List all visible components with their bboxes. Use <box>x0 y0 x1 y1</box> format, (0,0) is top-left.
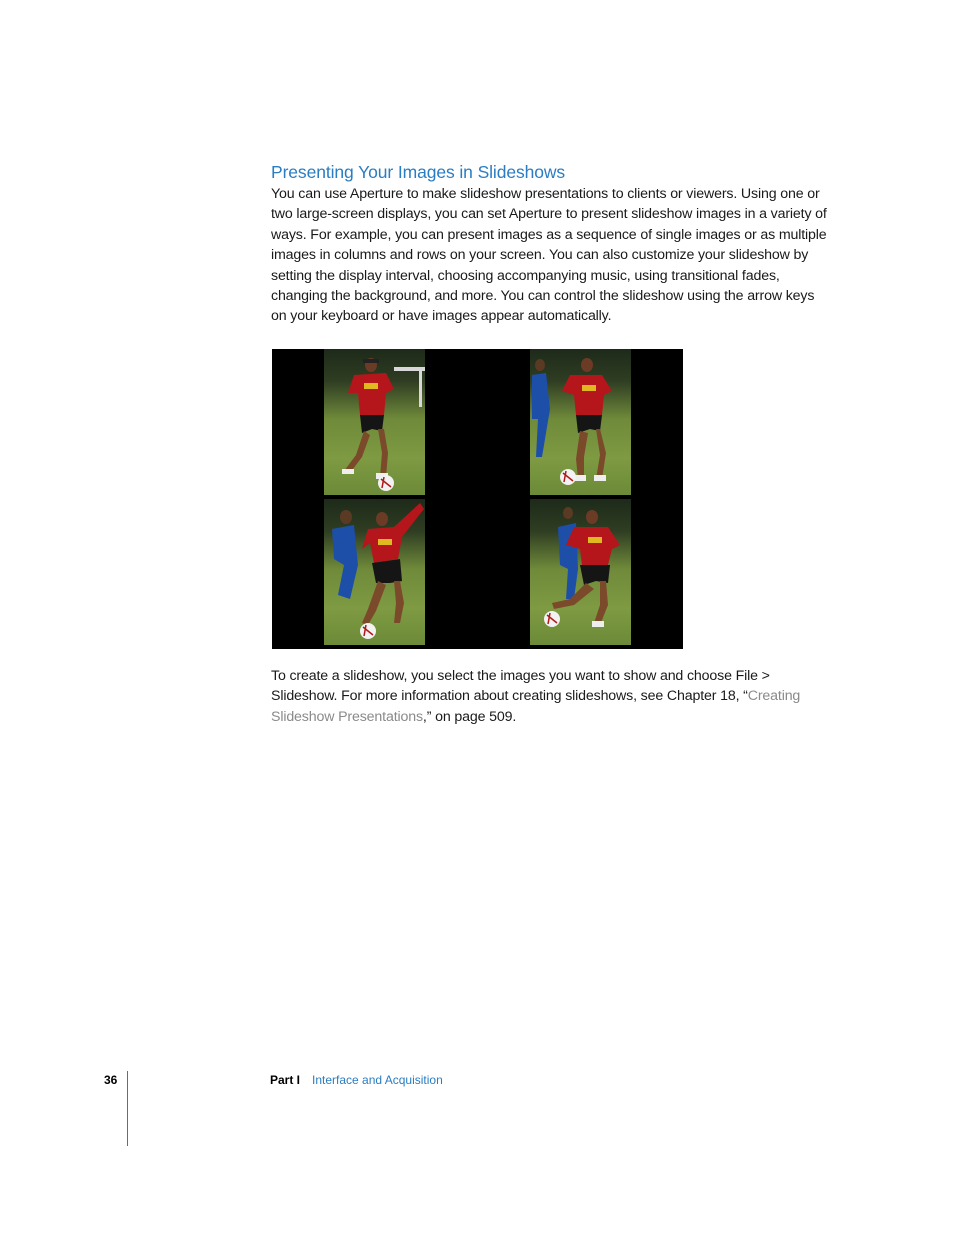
page-number: 36 <box>104 1073 118 1087</box>
instructions-paragraph <box>271 666 831 727</box>
slideshow-figure <box>272 349 683 649</box>
slideshow-photo <box>324 349 425 495</box>
footer-divider <box>127 1071 128 1146</box>
slideshow-photo <box>530 349 631 495</box>
footer-part-title: Interface and Acquisition <box>312 1073 443 1087</box>
section-heading: Presenting Your Images in Slideshows <box>271 162 566 182</box>
chapter-cross-reference-link[interactable]: Creating Slideshow Presentations <box>271 688 801 725</box>
instructions-text: To create a slideshow, you select the images you want to show and choose File > Slideshow. For more information about creating slideshows, see Chapter 18, “ <box>271 668 770 705</box>
slideshow-photo <box>530 499 631 645</box>
intro-paragraph: You can use Aperture to make slideshow presentations to clients or viewers. Using one or two large-screen displays, you can set Aperture to present slideshow images in a variety of ways. For example, you can present images as a sequence of single images or as multiple images in columns and rows on your screen. You can also customize your slideshow by setting the display interval, choosing accompanying music, using transitional fades, changing the background, and more. You can control the slideshow using the arrow keys on your keyboard or have images appear automatically. <box>271 186 827 325</box>
slideshow-photo <box>324 499 425 645</box>
footer-part-label: Part I <box>270 1073 301 1087</box>
instructions-page-reference: ,” on page 509. <box>422 708 517 725</box>
